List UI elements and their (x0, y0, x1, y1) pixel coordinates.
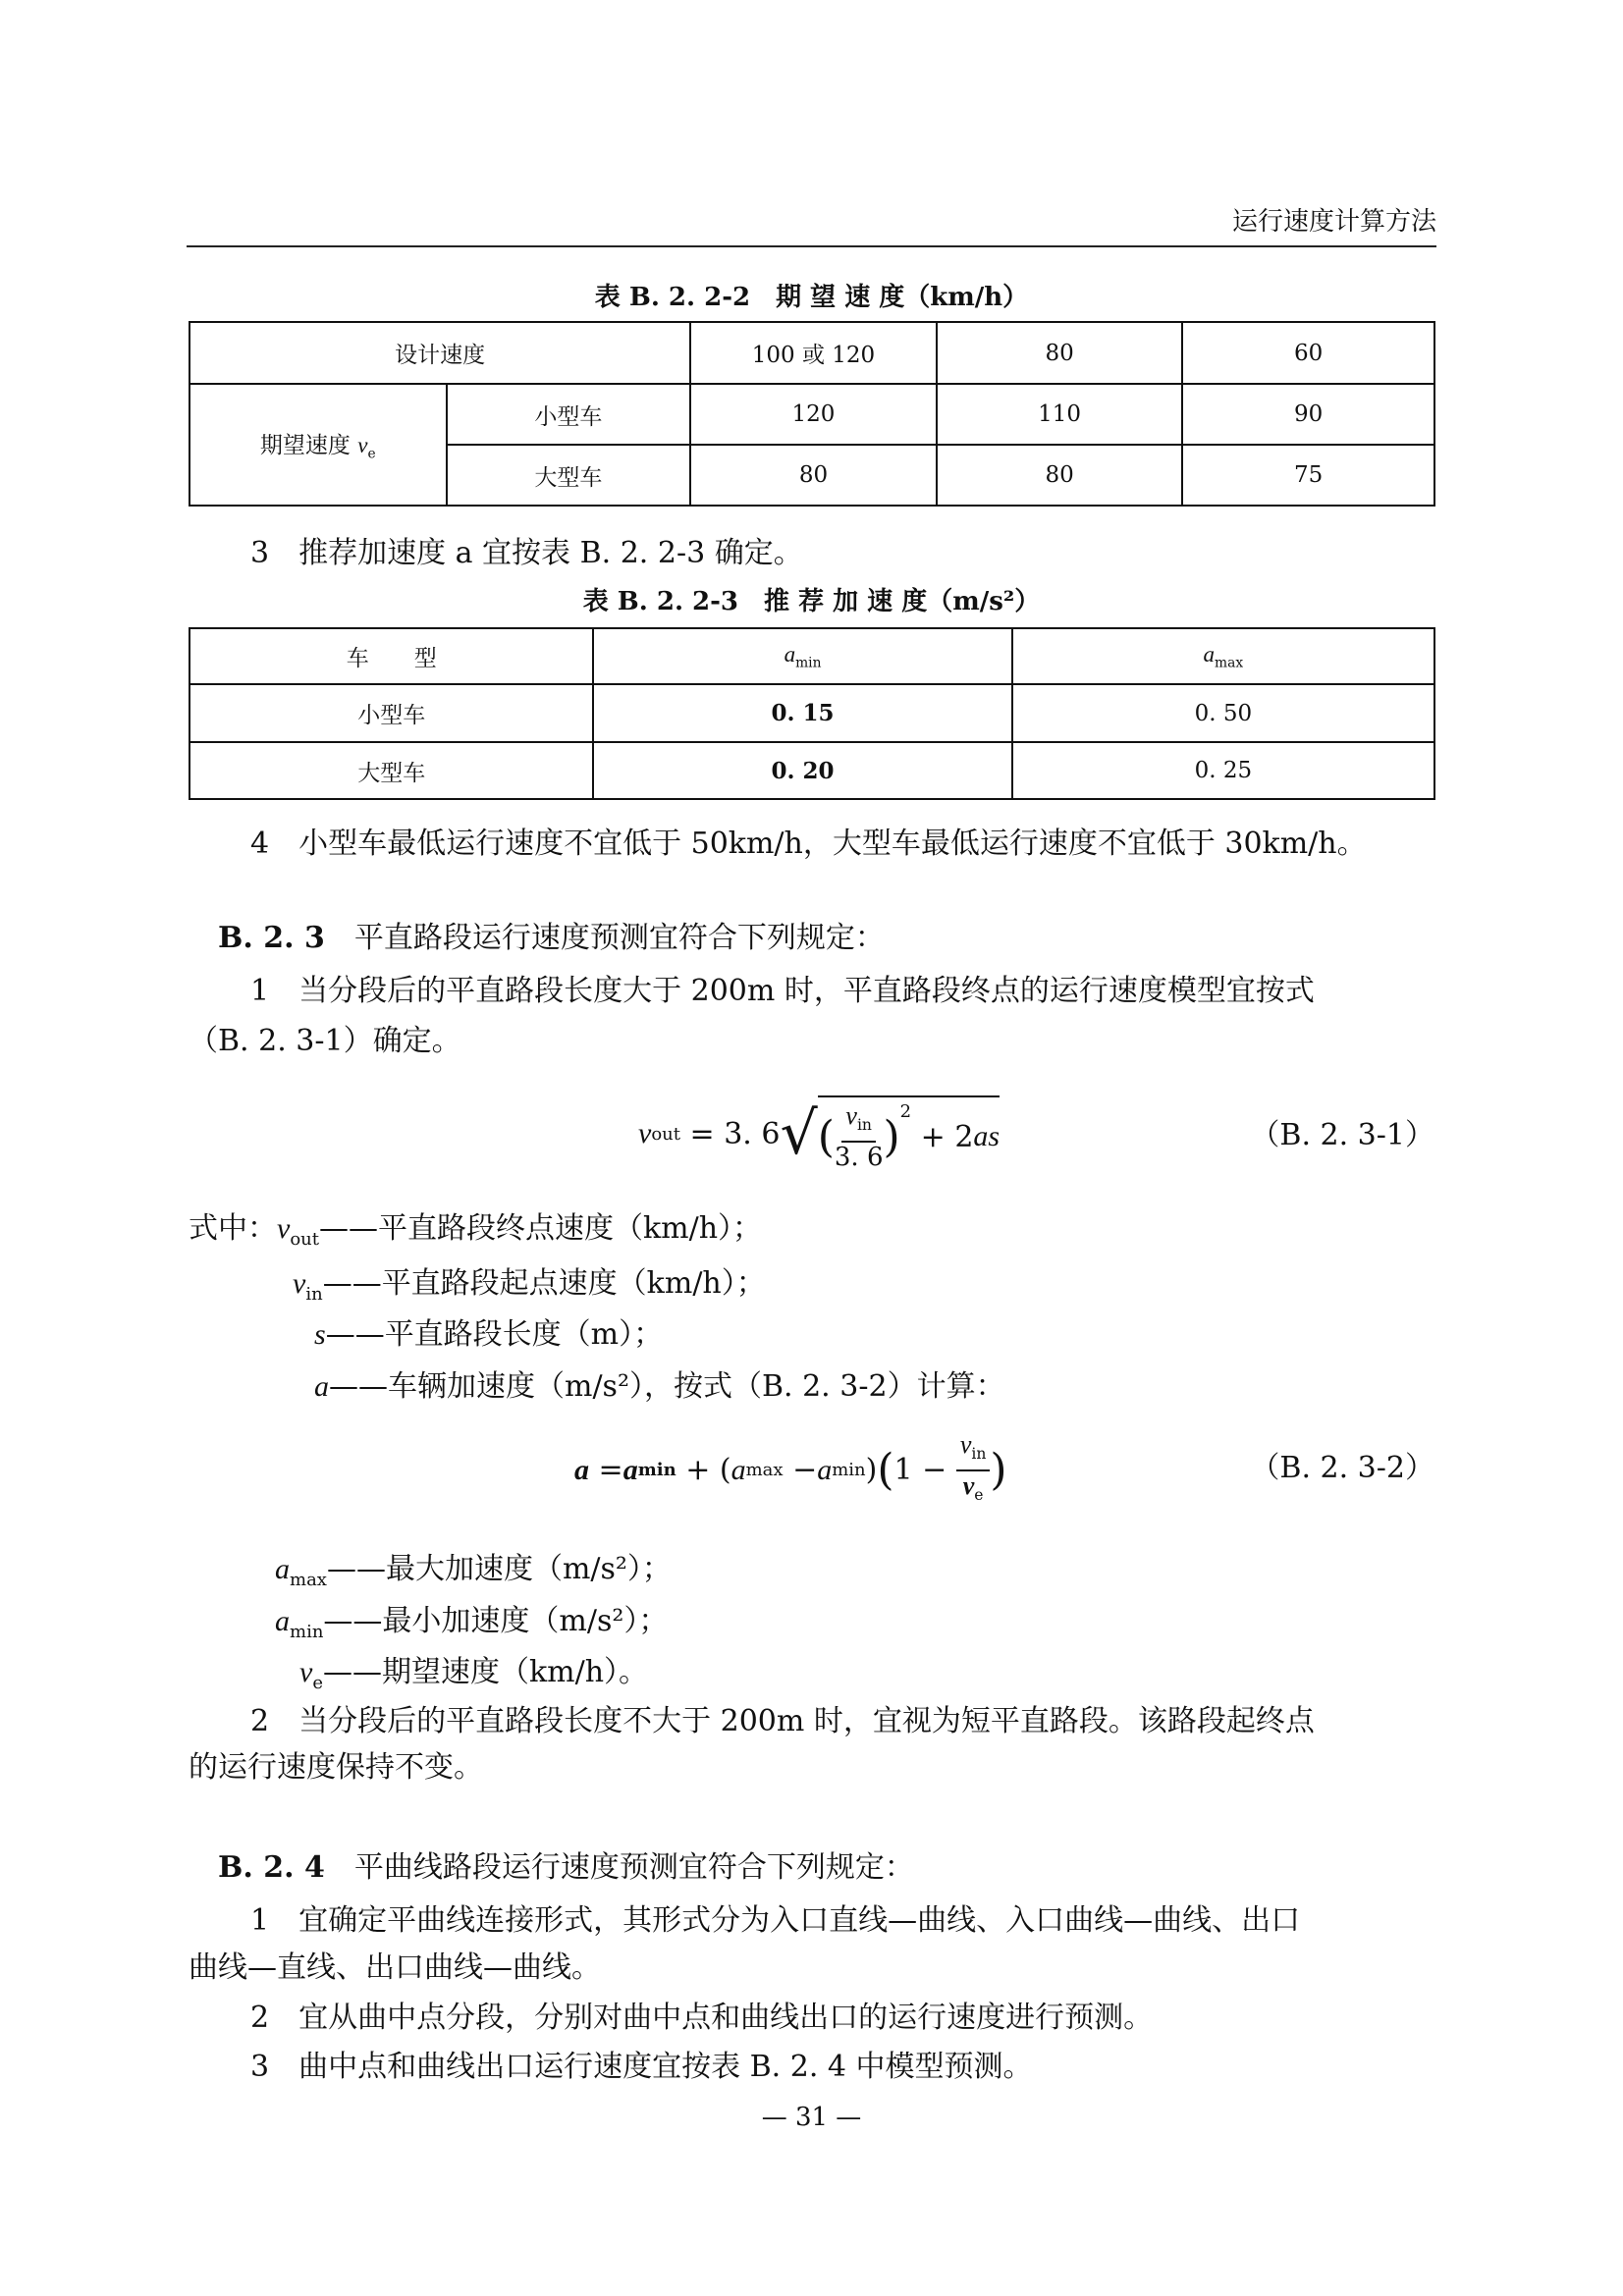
b24-item2: 2 宜从曲中点分段，分别对曲中点和曲线出口的运行速度进行预测。 (250, 2001, 1154, 2035)
equation-b23-1: v out = 3. 6 √ ( $\frac{v_{in}}{3. 6}$ ) $^2$ + 2 as (638, 1090, 1000, 1178)
cell: 80 (690, 445, 937, 506)
definition-ve: $v_e——$期望速度（km/h）。 (299, 1655, 649, 1693)
section-number: B. 2. 3 (218, 921, 325, 955)
table2-caption: 表 B. 2. 2-3 推 荐 加 速 度（m/s²） (582, 587, 1041, 616)
header-cell: 100 或 120 (690, 322, 937, 384)
definition-text: ——最大加速度（m/s²）； (326, 1552, 672, 1586)
page-number: — 31 — (761, 2103, 862, 2132)
paragraph-3: 3 推荐加速度 a 宜按表 B. 2. 2-3 确定。 (250, 536, 803, 570)
definition: ——平直路段终点速度（km/h）； (319, 1211, 763, 1246)
b23-item1-line2: （B. 2. 3-1）确定。 (189, 1024, 461, 1058)
equation-label: （B. 2. 3-1） (1250, 1118, 1434, 1152)
header-cell: 80 (937, 322, 1183, 384)
b23-item1-line1: 1 当分段后的平直路段长度大于 200m 时，平直路段终点的运行速度模型宜按式 (250, 974, 1315, 1008)
header-cell: 设计速度 (189, 322, 690, 384)
table1-caption: 表 B. 2. 2-2 期 望 速 度（km/h） (594, 283, 1029, 312)
definition-text: ——平直路段起点速度（km/h）； (322, 1266, 766, 1301)
equation-label: （B. 2. 3-2） (1250, 1451, 1434, 1485)
section-title: 平曲线路段运行速度预测宜符合下列规定： (353, 1850, 914, 1885)
section-b23-heading (218, 919, 885, 958)
b24-item1-line1: 1 宜确定平曲线连接形式，其形式分为入口直线—曲线、入口曲线—曲线、出口 (250, 1903, 1301, 1938)
row-label: 小型车 (447, 384, 691, 445)
where-label: 式中： (189, 1211, 277, 1246)
definition-amin: $a_{min}——$最小加速度（m/s²）； (275, 1604, 669, 1642)
b23-item2-line1: 2 当分段后的平直路段长度不大于 200m 时，宜视为短平直路段。该路段起终点 (250, 1704, 1315, 1738)
definition-text: ——平直路段长度（m）； (325, 1317, 664, 1352)
row-label: 大型车 (447, 445, 691, 506)
recommended-acceleration-table (189, 627, 1435, 800)
cell: 0. 50 (1012, 684, 1434, 742)
cell: 90 (1182, 384, 1434, 445)
header-rule (187, 245, 1436, 247)
definition-a: a——车辆加速度（m/s²），按式（B. 2. 3-2）计算： (314, 1369, 1005, 1404)
cell: 80 (937, 445, 1183, 506)
section-number: B. 2. 4 (218, 1850, 325, 1885)
section-title: 平直路段运行速度预测宜符合下列规定： (353, 921, 885, 955)
definition-vin: $v_{in}——$平直路段起点速度（km/h）； (293, 1266, 766, 1305)
cell: 75 (1182, 445, 1434, 506)
header-cell: 60 (1182, 322, 1434, 384)
running-title: 运行速度计算方法 (1231, 207, 1436, 237)
header-cell: $a_{max}$ (1012, 628, 1434, 684)
b24-item1-line2: 曲线—直线、出口曲线—曲线。 (189, 1950, 601, 1985)
cell: 110 (937, 384, 1183, 445)
section-b24-heading (218, 1848, 914, 1888)
cell: 0. 20 (593, 742, 1011, 799)
header-cell: $a_{min}$ (593, 628, 1011, 684)
cell: 0. 25 (1012, 742, 1434, 799)
cell: 120 (690, 384, 937, 445)
definition-amax: $a_{max}——$最大加速度（m/s²）； (275, 1552, 672, 1590)
definition-text: ——最小加速度（m/s²）； (323, 1604, 669, 1638)
where-clause: 式中：$v_{out}——$平直路段终点速度（km/h）； (189, 1211, 763, 1250)
definition-text: ——期望速度（km/h）。 (322, 1655, 649, 1689)
row-label: 大型车 (189, 742, 593, 799)
header-cell: 车 型 (189, 628, 593, 684)
row-label: 小型车 (189, 684, 593, 742)
equation-b23-2: a = a min + ( a max − a min ) ( 1 − $\frac{v_{in}}{v_e}$ ) (574, 1430, 1007, 1504)
definition-s: s——平直路段长度（m）； (314, 1317, 664, 1352)
cell: 0. 15 (593, 684, 1011, 742)
definition-text: ——车辆加速度（m/s²），按式（B. 2. 3-2）计算： (329, 1369, 1005, 1404)
b24-item3: 3 曲中点和曲线出口运行速度宜按表 B. 2. 4 中模型预测。 (250, 2050, 1033, 2084)
row-group-label: 期望速度 $v_e$ (189, 384, 447, 506)
desired-speed-table (189, 321, 1435, 507)
paragraph-4: 4 小型车最低运行速度不宜低于 50km/h，大型车最低运行速度不宜低于 30km/h。 (250, 827, 1367, 861)
b23-item2-line2: 的运行速度保持不变。 (189, 1750, 483, 1785)
